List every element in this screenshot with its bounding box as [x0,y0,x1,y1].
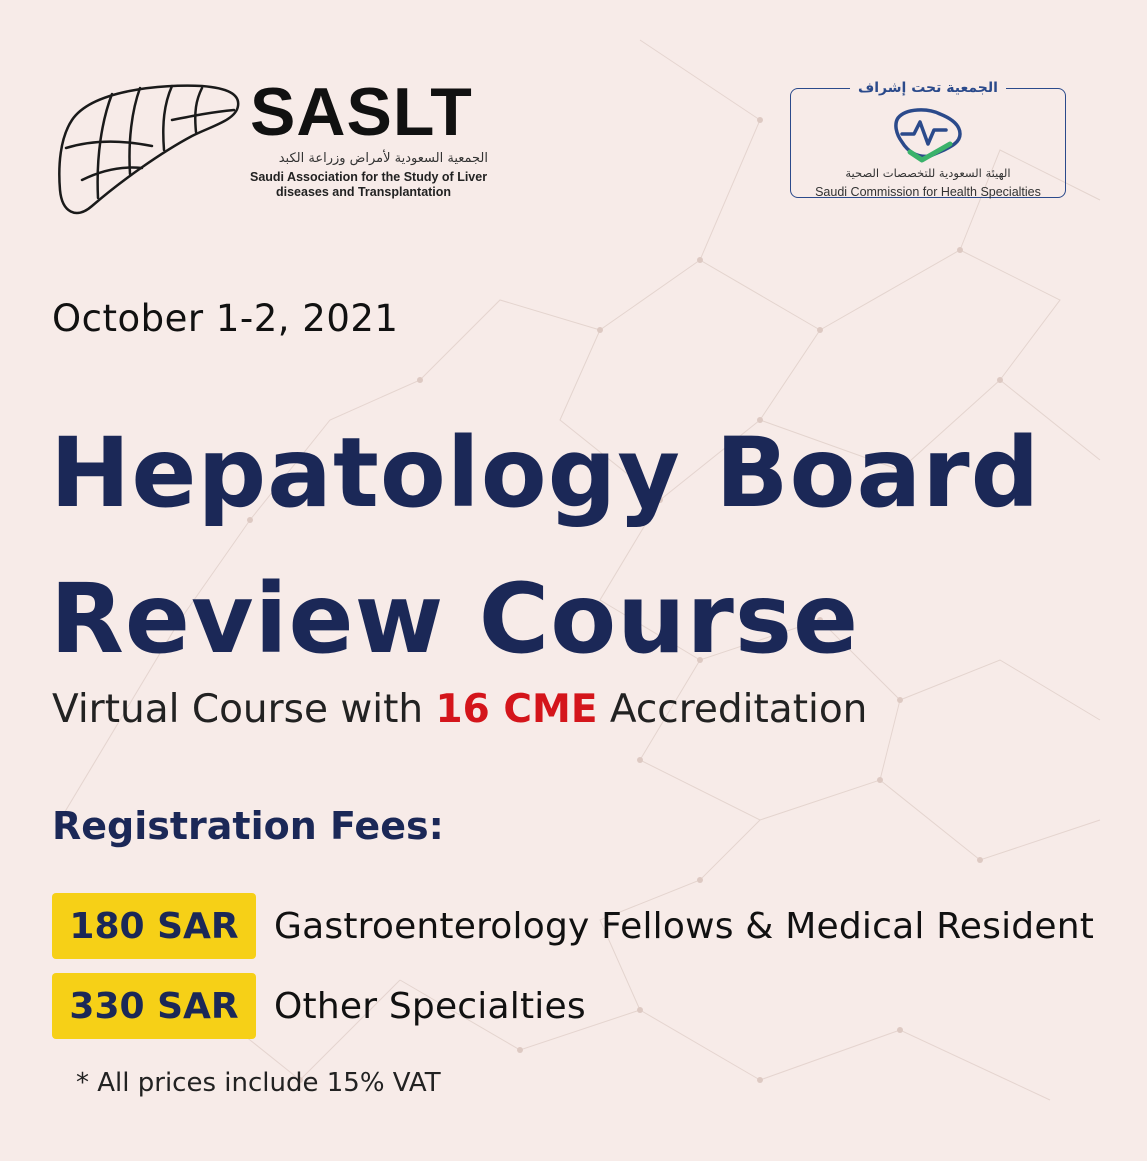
course-subtitle [52,687,868,732]
saslt-wordmark: SASLT [250,74,473,150]
course-title [50,400,1040,692]
fee-category: Gastroenterology Fellows & Medical Resident [274,905,1095,947]
fee-row [52,973,586,1039]
price-badge: 330 SAR [52,973,256,1039]
scfhs-logo-icon [888,104,968,164]
vat-note: * All prices include 15% VAT [76,1068,441,1098]
saslt-arabic-name: الجمعية السعودية لأمراض وزراعة الكبد [278,151,488,166]
subtitle-prefix: Virtual Course with [52,687,436,732]
cme-credits: 16 CME [435,687,598,732]
scfhs-arabic-name: الهيئة السعودية للتخصصات الصحية [845,166,1011,180]
event-date: October 1-2, 2021 [52,297,399,340]
scfhs-header: الجمعية تحت إشراف [850,78,1006,98]
fee-category: Other Specialties [274,985,586,1027]
fee-row [52,893,1094,959]
course-title-line2: Review Course [50,563,860,675]
saslt-english-name-line1: Saudi Association for the Study of Liver [250,170,488,184]
course-title-line1: Hepatology Board [50,417,1041,529]
price-badge: 180 SAR [52,893,256,959]
liver-logo-icon [52,80,242,220]
scfhs-english-name: Saudi Commission for Health Specialties [815,185,1041,199]
saslt-english-name-line2: diseases and Transplantation [276,185,452,199]
registration-fees-heading: Registration Fees: [52,804,444,848]
subtitle-suffix: Accreditation [597,687,868,732]
